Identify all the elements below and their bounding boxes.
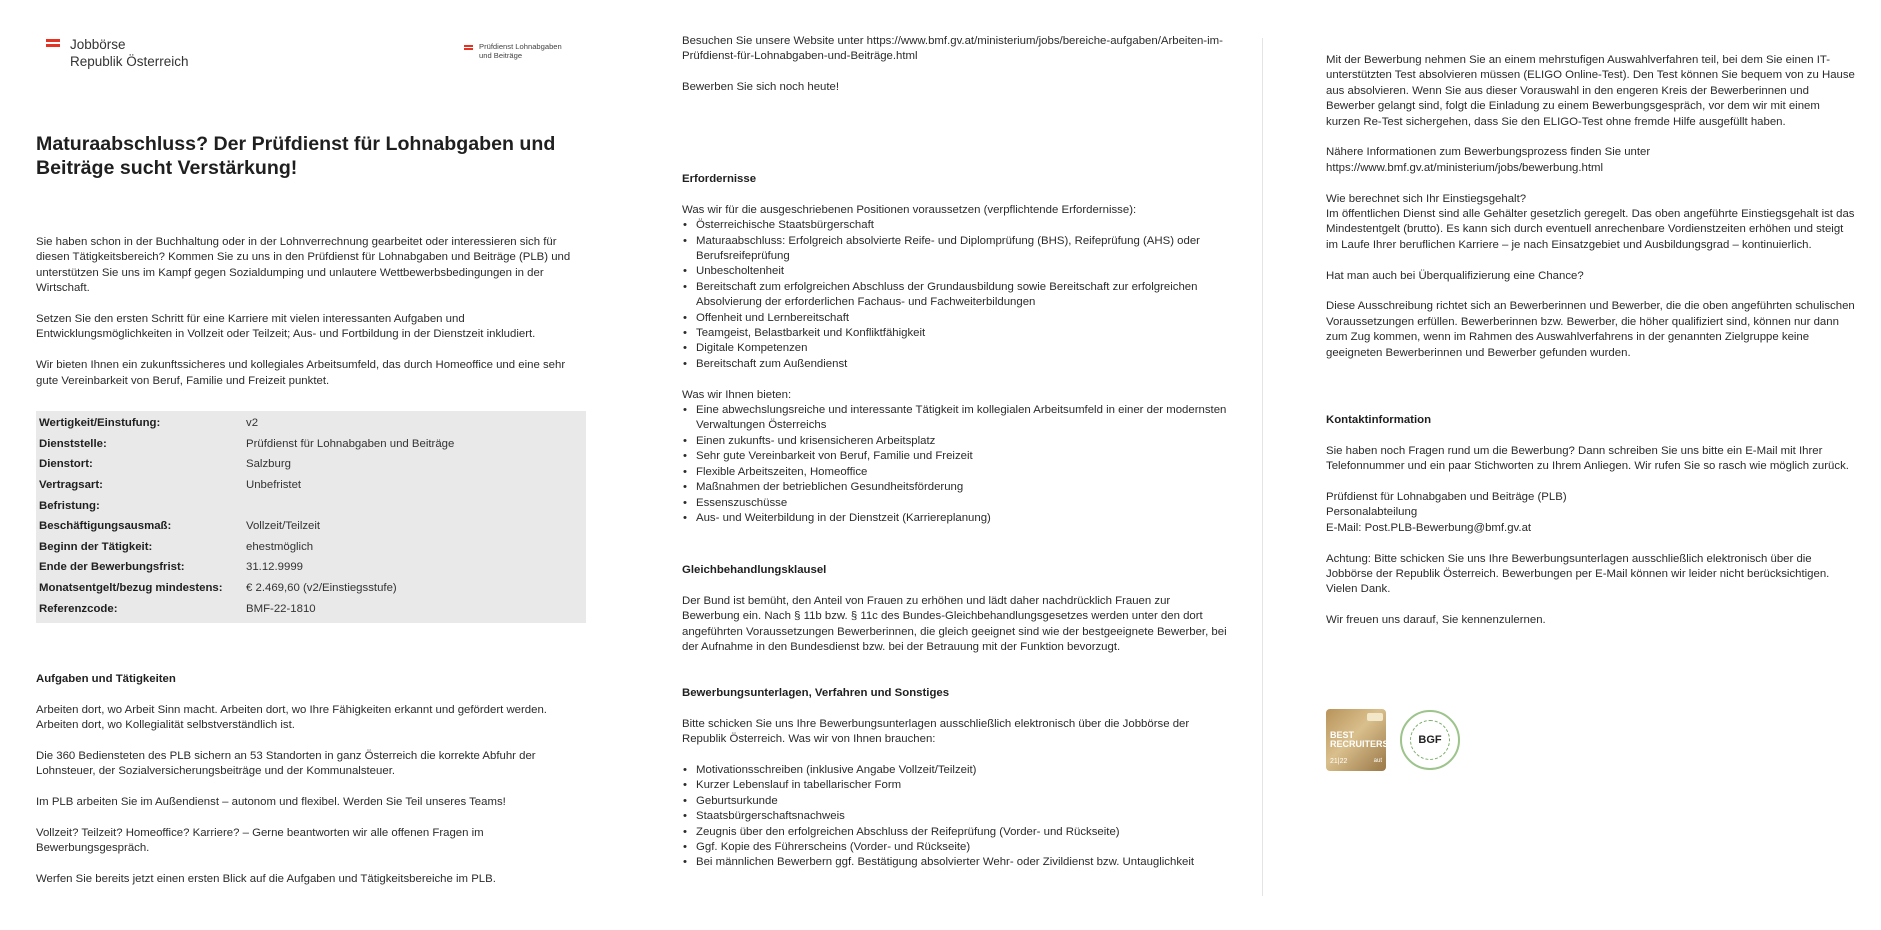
- list-item: • Bereitschaft zum erfolgreichen Abschluss der Grundausbildung sowie Bereitschaft zur erfolgreichen Absolvierung der erforderlichen Fachaus- und Fachweiterbildungen: [682, 280, 1230, 311]
- gleichbehandlung-heading: Gleichbehandlungsklausel: [682, 564, 827, 576]
- aufgaben-section: [36, 672, 588, 903]
- info-key: Ende der Bewerbungsfrist:: [39, 561, 185, 574]
- info-link-text: Nähere Informationen zum Bewerbungsprozess finden Sie unter https://www.bmf.gv.at/ministerium/jobs/bewerbung.html: [1326, 146, 1651, 174]
- table-row: [36, 454, 586, 475]
- verfahren-text: Mit der Bewerbung nehmen Sie an einem mehrstufigen Auswahlverfahren teil, bei dem Sie einen IT-unterstützten Test absolvieren müssen (ELIGO Online-Test). Den Test können Sie bequem von zu Hause aus absolvieren. Wenn Sie aus dieser Vorauswahl in den engeren Kreis der Bewerberinnen und Bewerber gelangt sind, folgt die Einladung zu einem Bewerbungsgespräch, vor dem wir mit einem kurzen Re-Test sichergehen, dass Sie den ELIGO-Test ohne fremde Hilfe ausgefüllt haben.: [1326, 54, 1855, 128]
- achtung-text: Achtung: Bitte schicken Sie uns Ihre Bewerbungsunterlagen ausschließlich elektronisch über die Jobbörse der Republik Österreich. Bewerbungen per E-Mail können wir leider nicht berücksichtigen. Vielen Dank.: [1326, 552, 1830, 596]
- table-row: [36, 475, 586, 496]
- kontakt-text: Sie haben noch Fragen rund um die Bewerbung? Dann schreiben Sie uns bitte ein E-Mail mit Ihrer Telefonnummer und ein paar Stichworten zu Ihrem Anliegen. Wir rufen Sie so rasch wie möglich zurück.: [1326, 444, 1849, 473]
- apply-now-text: Bewerben Sie sich noch heute!: [682, 81, 840, 94]
- unterlagen-heading: Bewerbungsunterlagen, Verfahren und Sonstiges: [682, 687, 950, 699]
- plb-logo-line-2: und Beiträge: [479, 51, 523, 60]
- website-section: [682, 34, 1230, 111]
- info-key: Beginn der Tätigkeit:: [39, 540, 153, 553]
- info-key: Beschäftigungsausmaß:: [39, 520, 172, 533]
- info-key: Vertragsart:: [39, 479, 103, 492]
- table-row: [36, 413, 586, 434]
- aufgaben-heading: Aufgaben und Tätigkeiten: [36, 673, 176, 685]
- best-recruiters-country: aut: [1373, 758, 1382, 764]
- verfahren-section: [1326, 53, 1856, 376]
- intro-paragraph-3: Wir bieten Ihnen ein zukunftssicheres und kollegiales Arbeitsumfeld, das durch Homeoffice und eine sehr gute Vereinbarkeit von Beruf, Familie und Freizeit punktet.: [36, 359, 566, 387]
- table-row: [36, 495, 586, 516]
- logo-line-2: Republik Österreich: [70, 54, 189, 69]
- unterlagen-list: [682, 763, 1230, 871]
- plb-logo-line-1: Prüfdienst Lohnabgaben: [479, 42, 562, 51]
- table-row: [36, 557, 586, 578]
- aufgaben-paragraph: Die 360 Bediensteten des PLB sichern an 53 Standorten in ganz Österreich die korrekte Abfuhr der Lohnsteuer, der Sozialversicherungsbeiträge und der Kommunalsteuer.: [36, 750, 536, 778]
- info-value: BMF-22-1810: [246, 602, 316, 615]
- aufgaben-paragraph: Vollzeit? Teilzeit? Homeoffice? Karriere? – Gerne beantworten wir alle offenen Fragen im Bewerbungsgespräch.: [36, 827, 484, 855]
- list-item: • Teamgeist, Belastbarkeit und Konfliktfähigkeit: [682, 326, 1230, 341]
- gehalt-question: Wie berechnet sich Ihr Einstiegsgehalt?: [1326, 192, 1527, 205]
- list-item: • Einen zukunfts- und krisensicheren Arbeitsplatz: [682, 434, 1230, 449]
- list-item: • Staatsbürgerschaftsnachweis: [682, 809, 1230, 824]
- list-item: • Zeugnis über den erfolgreichen Abschluss der Reifeprüfung (Vorder- und Rückseite): [682, 825, 1230, 840]
- angebot-intro: Was wir Ihnen bieten:: [682, 388, 792, 401]
- table-row: [36, 598, 586, 619]
- gleichbehandlung-text: Der Bund ist bemüht, den Anteil von Frauen zu erhöhen und lädt daher nachdrücklich Frauen zur Bewerbung ein. Nach § 11b bzw. § 11c des Bundes-Gleichbehandlungsgesetzes werden unter den dort angeführten Voraussetzungen Bewerberinnen, die gleich geeignet sind wie der bestgeeignete Bewerber, bei der Aufnahme in den Bundesdienst bzw. bei der Betrauung mit der Funktion bevorzugt.: [682, 594, 1227, 654]
- best-recruiters-label: BEST RECRUITERS: [1330, 730, 1389, 749]
- erfordernisse-intro: Was wir für die ausgeschriebenen Positionen voraussetzen (verpflichtende Erfordernisse):: [682, 203, 1137, 216]
- ueberqualifizierung-question: Hat man auch bei Überqualifizierung eine Chance?: [1326, 269, 1584, 282]
- table-row: [36, 537, 586, 558]
- info-key: Wertigkeit/Einstufung:: [39, 417, 161, 430]
- gleichbehandlung-section: [682, 563, 1230, 671]
- erfordernisse-heading: Erfordernisse: [682, 173, 757, 185]
- list-item: • Maßnahmen der betrieblichen Gesundheitsförderung: [682, 480, 1230, 495]
- info-value: ehestmöglich: [246, 540, 314, 553]
- contact-email[interactable]: E-Mail: Post.PLB-Bewerbung@bmf.gv.at: [1326, 521, 1532, 534]
- info-key: Referenzcode:: [39, 602, 118, 615]
- list-item: • Offenheit und Lernbereitschaft: [682, 311, 1230, 326]
- list-item: • Maturaabschluss: Erfolgreich absolvierte Reife- und Diplomprüfung (BHS), Reifeprüfung (AHS) oder Berufsreifeprüfung: [682, 234, 1230, 265]
- list-item: • Essenszuschüsse: [682, 496, 1230, 511]
- best-recruiters-year: 21|22: [1330, 758, 1348, 765]
- austria-flag-icon: [46, 39, 60, 47]
- info-value: Unbefristet: [246, 479, 302, 492]
- info-key: Befristung:: [39, 499, 100, 512]
- info-value: 31.12.9999: [246, 561, 304, 574]
- list-item: • Österreichische Staatsbürgerschaft: [682, 218, 1230, 233]
- kontakt-heading: Kontaktinformation: [1326, 414, 1432, 426]
- intro-paragraph-1: Sie haben schon in der Buchhaltung oder in der Lohnverrechnung gearbeitet oder interessieren sich für diesen Tätigkeitsbereich? Kommen Sie zu uns in den Prüfdienst für Lohnabgaben und Beiträge (PLB) und unterstützen Sie uns im Kampf gegen Sozialdumping und unlautere Wettbewerbsbedingungen in der Wirtschaft.: [36, 236, 571, 295]
- list-item: • Eine abwechslungsreiche und interessante Tätigkeit im kollegialen Arbeitsumfeld in einer der modernsten Verwaltungen Österreichs: [682, 403, 1230, 434]
- intro-paragraph-2: Setzen Sie den ersten Schritt für eine Karriere mit vielen interessanten Aufgaben und Entwicklungsmöglichkeiten in Vollzeit oder Teilzeit; Aus- und Fortbildung in der Dienstzeit inkludiert.: [36, 313, 536, 341]
- address-line-2: Personalabteilung: [1326, 506, 1418, 519]
- page-title: Maturaabschluss? Der Prüfdienst für Lohnabgaben und Beiträge sucht Verstärkung!: [36, 133, 556, 179]
- website-text: Besuchen Sie unsere Website unter https://www.bmf.gv.at/ministerium/jobs/bereiche-aufgaben/Arbeiten-im-Prüfdienst-für-Lohnabgaben-und-Beiträge.html: [682, 35, 1223, 63]
- list-item: • Aus- und Weiterbildung in der Dienstzeit (Karriereplanung): [682, 511, 1230, 526]
- aufgaben-paragraph: Werfen Sie bereits jetzt einen ersten Blick auf die Aufgaben und Tätigkeitsbereiche im PLB.: [36, 873, 496, 886]
- austria-flag-small-icon: [464, 45, 473, 50]
- logo-line-1: Jobbörse: [70, 37, 126, 52]
- gehalt-answer: Im öffentlichen Dienst sind alle Gehälter gesetzlich geregelt. Das oben angeführte Einstiegsgehalt ist das Mindestentgelt (brutto). Es kann sich durch eventuell anrechenbare Vordienstzeiten erhöhen und steigt im Laufe Ihrer beruflichen Karriere – je nach Einsatzgebiet und Ausbildungsgrad – kontinuierlich.: [1326, 208, 1855, 251]
- bgf-seal: [1400, 710, 1460, 770]
- info-value: Prüfdienst für Lohnabgaben und Beiträge: [246, 437, 455, 450]
- info-key: Dienststelle:: [39, 437, 107, 450]
- ueberqualifizierung-answer: Diese Ausschreibung richtet sich an Bewerberinnen und Bewerber, die die oben angeführten schulischen Voraussetzungen erfüllen. Bewerberinnen bzw. Bewerber, die höher qualifiziert sind, können nur dann zum Zug kommen, wenn im Rahmen des Auswahlverfahrens in der genannten Zielgruppe keine geeigneten Bewerberinnen und Bewerber gefunden wurden.: [1326, 300, 1855, 359]
- badge-tag-icon: [1367, 713, 1383, 721]
- closing-text: Wir freuen uns darauf, Sie kennenzulernen.: [1326, 614, 1546, 627]
- unterlagen-intro: Bitte schicken Sie uns Ihre Bewerbungsunterlagen ausschließlich elektronisch über die Jobbörse der Republik Österreich. Was wir von Ihnen brauchen:: [682, 717, 1190, 746]
- list-item: • Geburtsurkunde: [682, 794, 1230, 809]
- list-item: • Sehr gute Vereinbarkeit von Beruf, Familie und Freizeit: [682, 449, 1230, 464]
- info-value: Salzburg: [246, 458, 291, 471]
- erfordernisse-section: [682, 172, 1230, 526]
- list-item: • Ggf. Kopie des Führerscheins (Vorder- und Rückseite): [682, 840, 1230, 855]
- info-value: € 2.469,60 (v2/Einstiegsstufe): [246, 582, 397, 595]
- info-key: Monatsentgelt/bezug mindestens:: [39, 582, 223, 595]
- table-row: [36, 578, 586, 599]
- table-row: [36, 516, 586, 537]
- table-row: [36, 434, 586, 455]
- aufgaben-paragraph: Im PLB arbeiten Sie im Außendienst – autonom und flexibel. Werden Sie Teil unseres Teams!: [36, 796, 506, 809]
- plb-logo: [464, 42, 562, 60]
- jobboerse-logo: [46, 36, 189, 70]
- list-item: • Bei männlichen Bewerbern ggf. Bestätigung absolvierter Wehr- oder Zivildienst bzw. Untauglichkeit: [682, 855, 1230, 870]
- list-item: • Unbescholtenheit: [682, 264, 1230, 279]
- list-item: • Flexible Arbeitszeiten, Homeoffice: [682, 465, 1230, 480]
- address-line-1: Prüfdienst für Lohnabgaben und Beiträge (PLB): [1326, 491, 1567, 503]
- best-recruiters-badge: [1326, 709, 1389, 771]
- info-key: Dienstort:: [39, 458, 93, 471]
- info-value: Vollzeit/Teilzeit: [246, 520, 321, 533]
- list-item: • Kurzer Lebenslauf in tabellarischer Form: [682, 778, 1230, 793]
- list-item: • Bereitschaft zum Außendienst: [682, 357, 1230, 372]
- intro-section: [36, 235, 588, 404]
- list-item: • Motivationsschreiben (inklusive Angabe Vollzeit/Teilzeit): [682, 763, 1230, 778]
- kontakt-section: [1326, 413, 1856, 644]
- angebot-list: [682, 403, 1230, 526]
- column-divider: [1262, 38, 1263, 896]
- job-info-table: [36, 411, 586, 623]
- erfordernisse-list: [682, 218, 1230, 372]
- unterlagen-section: [682, 686, 1230, 871]
- list-item: • Digitale Kompetenzen: [682, 341, 1230, 356]
- certification-badges: [1326, 709, 1460, 771]
- bgf-label: BGF: [1410, 720, 1450, 760]
- info-value: v2: [246, 417, 259, 430]
- aufgaben-paragraph: Arbeiten dort, wo Arbeit Sinn macht. Arbeiten dort, wo Ihre Fähigkeiten erkannt und gefördert werden. Arbeiten dort, wo Kollegialität selbstverständlich ist.: [36, 703, 547, 732]
